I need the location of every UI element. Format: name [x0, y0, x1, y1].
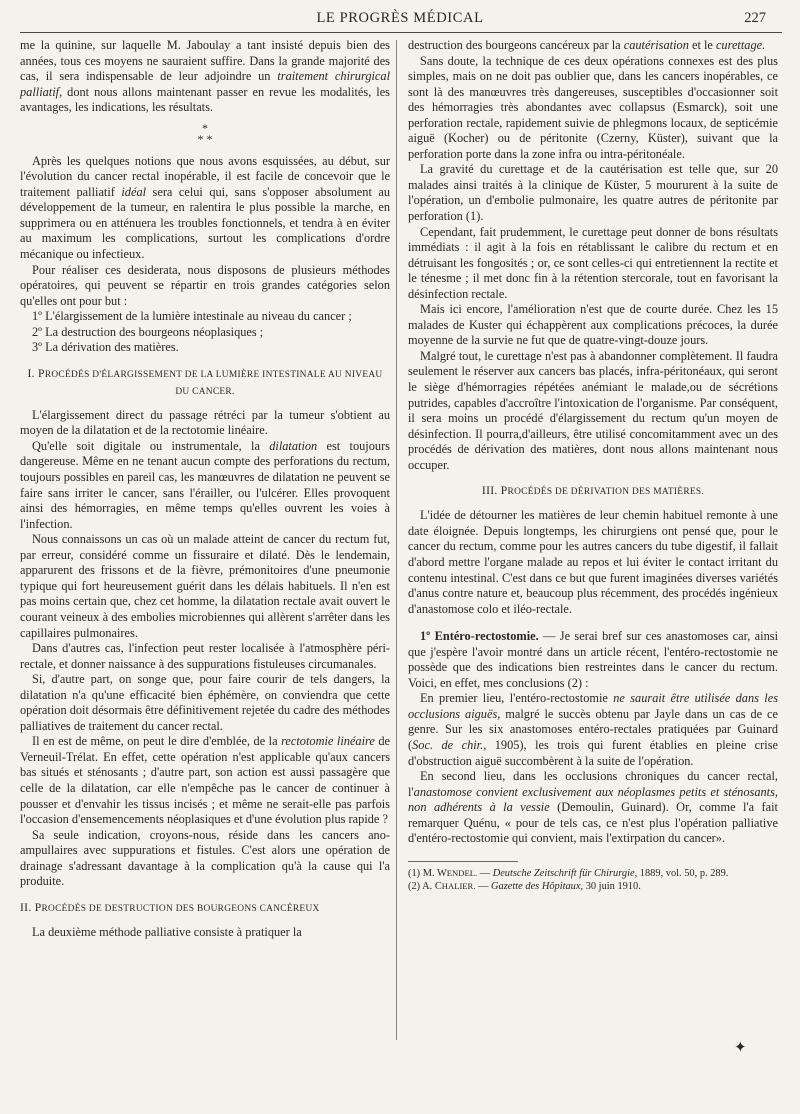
footnote-rule — [408, 861, 518, 862]
paragraph: Il en est de même, on peut le dire d'emblée, de la rectotomie linéaire de Verneuil-Trélat. En effet, cette opération n'est applicable qu'aux cancers bas situés et sténosants ; d'autre part, son action est aussi passagère que celle de la dilatation, car elle n'empêche pas le cancer de continuer à pousser et d'envahir les tissus incisés ; et même ne serait-elle pas parfois l'occasion d'ensemencements néoplasiques et d'une évolution plus rapide ? — [20, 734, 390, 827]
section-separator-asterism: * * * — [197, 120, 213, 146]
section-heading: I. PROCÉDÉS D'ÉLARGISSEMENT DE LA LUMIÈRE INTESTINALE AU NIVEAU DU CANCER. — [27, 366, 383, 397]
left-column — [20, 38, 390, 940]
right-column — [408, 38, 778, 894]
spacer — [408, 617, 778, 629]
paragraph: destruction des bourgeons cancéreux par la cautérisation et le curettage. — [408, 38, 766, 52]
paragraph: Cependant, fait prudemment, le curettage peut donner de bons résultats immédiats : il agit à la fois en rétablissant le calibre du rectum et en détruisant les fongosités ; or, ce sont celles-ci qui entretiennent la rectite et le ténesme ; il met donc fin à la rétention stercorale, tout en favorisant la désinfection rectale. — [408, 224, 778, 301]
footnote: (1) M. WENDEL. — Deutsche Zeitschrift für Chirurgie, 1889, vol. 50, p. 289. — [408, 867, 729, 879]
paragraph: Sans doute, la technique de ces deux opérations connexes est des plus simples, mais on ne doit pas oublier que, dans les cancers inopérables, ce sont là des manœuvres très dangereuses, susceptibles d'occasionner soit des hémorragies très abondantes avec collapsus (Esmarck), soit une perforation rectale, rapidement suivie de phlegmons locaux, de septicémie aiguë (Kocher) ou de péritonite (Czerny, Küster), suivant que la perforation porte dans la zone infra ou intra-péritonéale. — [408, 53, 778, 161]
section-heading: II. PROCÉDÉS DE DESTRUCTION DES BOURGEONS CANCÉREUX — [20, 900, 320, 914]
column-divider — [396, 40, 397, 1040]
journal-title: LE PROGRÈS MÉDICAL — [316, 10, 484, 26]
page-header — [0, 8, 800, 32]
paragraph: Sa seule indication, croyons-nous, réside dans les cancers ano-ampullaires avec suppurations et fistules. C'est alors une opération de drainage s'adressant davantage à la complication qu'à la cause qui l'a produite. — [20, 827, 390, 889]
list-item: 3º La dérivation des matières. — [32, 340, 179, 355]
header-rule — [20, 32, 782, 33]
paragraph: Dans d'autres cas, l'infection peut rester localisée à l'atmosphère péri-rectale, et donner naissance à des suppurations fistuleuses circumanales. — [20, 641, 390, 671]
paragraph: Malgré tout, le curettage n'est pas à abandonner complètement. Il faudra seulement le réserver aux cancers bas placés, infra-péritonéaux, qui seront le siège d'hémorragies répétées anémiant le malade,ou de sécrétions putrides, capables d'accroître l'intoxication de l'organisme. Par conséquent, il sera moins un procédé d'élargissement du rectum qu'un moyen de désinfection. Il pourra,d'ailleurs, être utilisé concomitamment avec un des procédés de dérivation des matières, dont nous allons maintenant nous occuper. — [408, 348, 778, 472]
paragraph: me la quinine, sur laquelle M. Jaboulay a tant insisté depuis bien des années, tous ces moyens ne sauraient suffire. Dans la grande majorité des cas, il sera indispensable de leur adjoindre un traitement chirurgical palliatif, dont nous allons maintenant passer en revue les modalités, les avantages, les indications, les résultats. — [20, 38, 391, 115]
paragraph: Mais ici encore, l'amélioration n'est que de courte durée. Chez les 15 malades de Kuster qui échappèrent aux complications précoces, la durée moyenne de la survie ne fut que de quatre-vingt-douze jours. — [408, 302, 778, 348]
paragraph: 1º Entéro-rectostomie. — Je serai bref sur ces anastomoses car, ainsi que j'espère l'avoir montré dans un article récent, l'entéro-rectostomie ne possède que des indications bien restreintes dans le cancer du rectum. Voici, en effet, mes conclusions (2) : — [408, 629, 778, 690]
paragraph: Pour réaliser ces desiderata, nous disposons de plusieurs méthodes opératoires, qui peuvent se répartir en trois grandes catégories selon qu'elles ont pour but : — [20, 262, 390, 308]
paragraph: Si, d'autre part, on songe que, pour faire courir de tels dangers, la dilatation n'a qu'une efficacité bien éphémère, on conviendra que cette opération doit désormais être définitivement rejetée du cadre des méthodes palliatives de traitement du cancer rectal. — [20, 672, 390, 733]
list-item: 1º L'élargissement de la lumière intestinale au niveau du cancer ; — [32, 309, 352, 324]
paragraph: Nous connaissons un cas où un malade atteint de cancer du rectum fut, par erreur, considéré comme un fissuraire et dilaté. Dès le lendemain, apparurent des frissons et de la fièvre, prémonitoires d'une pneumonie typique qui fort heureusement guérit dans les délais habituels. Il n'en est pas moins certain que, chez cet homme, la dilatation rectale avait ouvert le courant veineux à des embolies microbiennes qui allèrent s'arrêter dans les capillaires pulmonaires. — [20, 532, 390, 640]
paragraph: En premier lieu, l'entéro-rectostomie ne saurait être utilisée dans les occlusions aiguës, malgré le succès obtenu par Jayle dans un cas de ce genre. Sur les six anastomoses entéro-rectales pratiquées par Guinard (Soc. de chir., 1905), les trois qui furent établies en pleine crise d'obstruction aiguë succombèrent à la suite de l'opération. — [408, 691, 778, 768]
paragraph: En second lieu, dans les occlusions chroniques du cancer rectal, l'anastomose convient exclusivement aux néoplasmes petits et sténosants, non adhérents à la vessie (Demoulin, Guinard). Or, comme l'a fait remarquer Quénu, « pour de tels cas, ce n'est plus l'opération palliative d'entéro-rectostomie qui convient, mais l'extirpation du cancer». — [408, 769, 778, 846]
list-item: 2º La destruction des bourgeons néoplasiques ; — [32, 324, 264, 339]
paragraph: L'idée de détourner les matières de leur chemin habituel remonte à une date éloignée. Depuis longtemps, les chirurgiens ont pensé que, pour le cancer du rectum, comme pour les autres cancers du tube digestif, il fallait d'abord mettre l'organe malade au repos et lui éviter le contact irritant du contenu intestinal. C'est dans ce but que furent imaginées diverses variétés d'anus contre nature et, beaucoup plus récemment, des procédés ingénieux d'anastomose colo et iléo-rectale. — [408, 508, 778, 616]
page-number: 227 — [744, 10, 766, 26]
paragraph: La deuxième méthode palliative consiste à pratiquer la — [32, 924, 302, 939]
paragraph: Qu'elle soit digitale ou instrumentale, la dilatation est toujours dangereuse. Même en ne tenant aucun compte des perforations du rectum, toujours possibles en pareil cas, les manœuvres de dilatation ne peuvent se faire sans irriter le cancer, sans l'érailler, ou l'ulcérer. Elles provoquent ainsi des hémorragies, en même temps qu'elles ouvrent les voies à l'infection. — [20, 438, 390, 531]
ornament-icon: ✦ — [734, 1040, 747, 1056]
paragraph: La gravité du curettage et de la cautérisation est telle que, sur 20 malades ainsi traités à la clinique de Küster, 5 moururent à la suite de l'opération, un d'embolie pulmonaire, les quatre autres de péritonite par perforation (1). — [408, 162, 778, 224]
paragraph: Après les quelques notions que nous avons esquissées, au début, sur l'évolution du cancer rectal inopérable, il est facile de concevoir que le traitement palliatif idéal sera celui qui, sans s'opposer absolument au développement de la tumeur, en ralentira le plus possible la marche, en supprimera ou en atténuera les troubles fonctionnels, et tendra à en éviter au maximum les complications, surtout les complications d'ordre mécanique ou infectieux. — [20, 153, 390, 262]
paragraph: L'élargissement direct du passage rétréci par la tumeur s'obtient au moyen de la dilatation et de la rectotomie linéaire. — [20, 407, 390, 438]
footnote: (2) A. CHALIER. — Gazette des Hôpitaux, 30 juin 1910. — [408, 881, 641, 893]
section-heading: III. PROCÉDÉS DE DÉRIVATION DES MATIÈRES. — [481, 484, 705, 498]
